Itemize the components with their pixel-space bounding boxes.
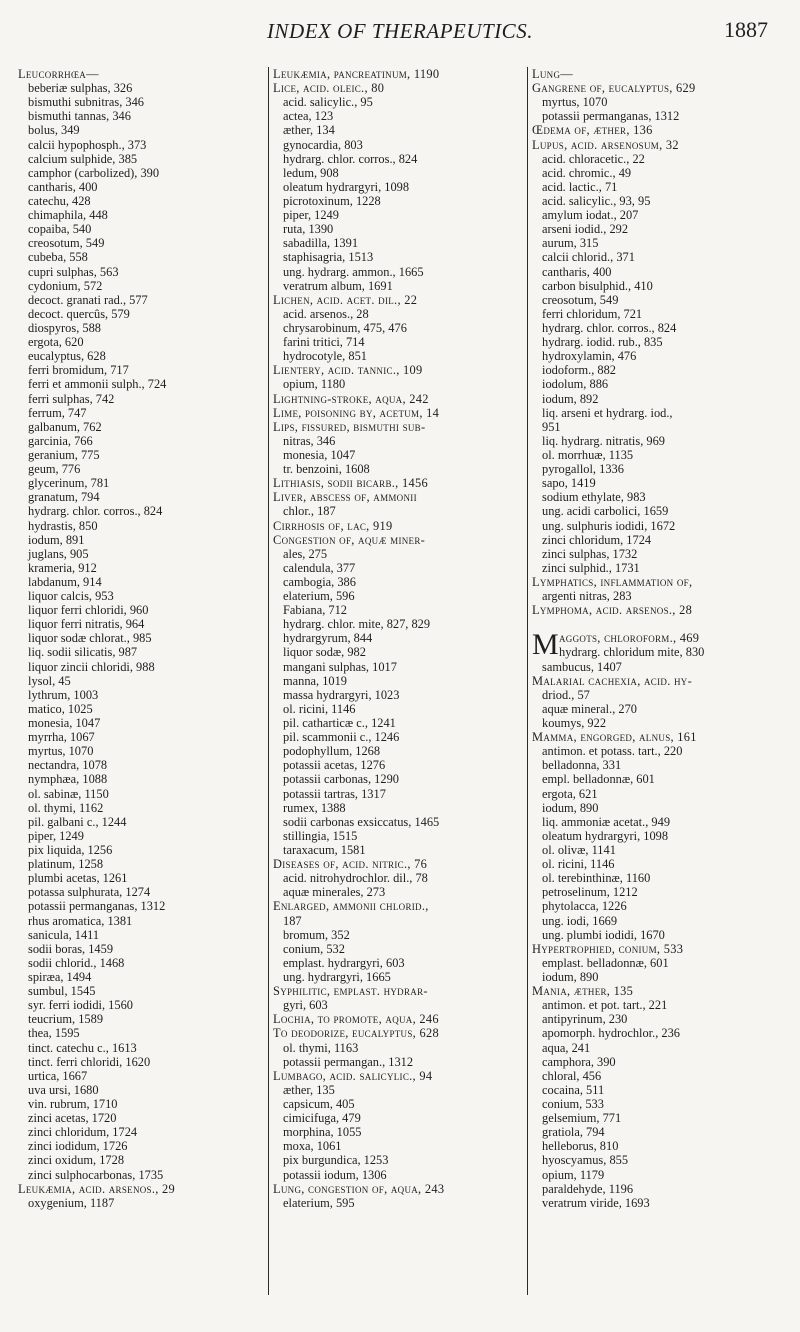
- index-subentry: 187: [283, 913, 302, 928]
- index-subentry: hydrarg. chlor. corros., 824: [28, 504, 163, 519]
- index-subentry: urtica, 1667: [28, 1068, 88, 1083]
- running-title: INDEX OF THERAPEUTICS.: [267, 19, 533, 43]
- index-subentry: ung. acidi carbolici, 1659: [542, 504, 669, 519]
- index-subentry: creosotum, 549: [542, 292, 619, 307]
- index-subentry: myrtus, 1070: [28, 744, 94, 759]
- index-subentry: nectandra, 1078: [28, 758, 108, 773]
- index-subentry: lythrum, 1003: [28, 687, 99, 702]
- index-subentry: cubeba, 558: [28, 250, 88, 265]
- index-subentry: koumys, 922: [542, 716, 607, 731]
- index-subentry: zinci sulphocarbonas, 1735: [28, 1167, 164, 1182]
- index-subentry: matico, 1025: [28, 701, 93, 716]
- index-subentry: paraldehyde, 1196: [542, 1181, 634, 1196]
- index-entry-heading: Leukæmia, pancreatinum, 1190: [273, 67, 440, 81]
- index-subentry: bismuthi tannas, 346: [28, 109, 131, 124]
- index-subentry: nitras, 346: [283, 433, 336, 448]
- index-subentry: glycerinum, 781: [28, 476, 110, 491]
- page-header: [0, 0, 800, 50]
- index-subentry: hydrargyrum, 844: [283, 631, 373, 646]
- index-subentry: juglans, 905: [28, 546, 89, 561]
- index-subentry: Fabiana, 712: [283, 603, 348, 618]
- index-subentry: pil. galbani c., 1244: [28, 814, 127, 829]
- index-subentry: æther, 134: [283, 123, 335, 138]
- index-subentry: pyrogallol, 1336: [542, 462, 624, 477]
- index-subentry: iodum, 890: [542, 970, 599, 984]
- index-subentry: staphisagria, 1513: [283, 250, 374, 265]
- index-subentry: zinci iodidum, 1726: [28, 1139, 128, 1154]
- index-subentry: decoct. granati rad., 577: [28, 292, 148, 307]
- index-subentry: sambucus, 1407: [542, 659, 622, 674]
- spacer: [532, 617, 794, 631]
- index-entry-heading: Lightning-stroke, aqua, 242: [273, 391, 429, 406]
- index-subentry: syr. ferri iodidi, 1560: [28, 998, 133, 1013]
- index-subentry: plumbi acetas, 1261: [28, 871, 128, 886]
- index-subentry: garcinia, 766: [28, 433, 93, 448]
- index-subentry: nymphæa, 1088: [28, 772, 108, 787]
- index-subentry: acid. lactic., 71: [542, 179, 618, 194]
- index-subentry: oleatum hydrargyri, 1098: [542, 828, 669, 843]
- index-entry-text: hydrarg. chloridum mite, 830: [559, 645, 705, 660]
- index-subentry: hyoscyamus, 855: [542, 1153, 629, 1168]
- index-subentry: liq. sodii silicatis, 987: [28, 645, 138, 660]
- index-subentry: potassii acetas, 1276: [283, 758, 386, 773]
- index-subentry: cimicifuga, 479: [283, 1111, 361, 1126]
- index-subentry: æther, 135: [283, 1082, 335, 1097]
- index-subentry: tinct. ferri chloridi, 1620: [28, 1054, 151, 1069]
- index-subentry: carbon bisulphid., 410: [542, 278, 653, 293]
- index-subentry: ergota, 620: [28, 335, 84, 350]
- index-subentry: acid. salicylic., 95: [283, 95, 373, 110]
- index-subentry: catechu, 428: [28, 193, 91, 208]
- index-subentry: bismuthi subnitras, 346: [28, 95, 144, 110]
- index-subentry: decoct. quercûs, 579: [28, 306, 130, 321]
- index-subentry: potassa sulphurata, 1274: [28, 885, 151, 900]
- index-subentry: cantharis, 400: [28, 179, 98, 194]
- index-subentry: [532, 645, 794, 659]
- index-subentry: krameria, 912: [28, 560, 97, 575]
- index-entry-heading: Syphilitic, emplast. hydrar-: [273, 984, 428, 999]
- index-subentry: liq. hydrarg. nitratis, 969: [542, 433, 665, 448]
- index-subentry: potassii permanganas, 1312: [28, 899, 166, 914]
- index-subentry: gynocardia, 803: [283, 137, 363, 152]
- index-subentry: taraxacum, 1581: [283, 843, 366, 858]
- index-subentry: ol. thymi, 1163: [283, 1040, 359, 1055]
- index-subentry: sodii boras, 1459: [28, 941, 114, 956]
- index-entry-heading: Lymphatics, inflammation of,: [532, 574, 693, 589]
- index-subentry: myrtus, 1070: [542, 95, 608, 110]
- index-subentry: amylum iodat., 207: [542, 208, 639, 223]
- index-subentry: pil. scammonii c., 1246: [283, 730, 400, 745]
- index-subentry: belladonna, 331: [542, 758, 622, 773]
- index-subentry: hydrarg. chlor. corros., 824: [542, 320, 677, 335]
- index-subentry: ol. morrhuæ, 1135: [542, 447, 634, 462]
- index-subentry: ales, 275: [283, 546, 328, 561]
- index-entry-heading: Leucorrhœa—: [18, 67, 99, 81]
- index-subentry: liq. arseni et hydrarg. iod.,: [542, 405, 673, 420]
- index-subentry: granatum, 794: [28, 490, 100, 505]
- index-subentry: acid. salicylic., 93, 95: [542, 193, 651, 208]
- index-subentry: hydroxylamin, 476: [542, 349, 637, 364]
- index-subentry: manna, 1019: [283, 673, 348, 688]
- index-subentry: spiræa, 1494: [28, 970, 92, 984]
- index-subentry: labdanum, 914: [28, 574, 102, 589]
- index-subentry: petroselinum, 1212: [542, 885, 638, 900]
- index-subentry: ung. hydrarg. ammon., 1665: [283, 264, 424, 279]
- index-subentry: beberiæ sulphas, 326: [28, 81, 133, 96]
- index-subentry: sanicula, 1411: [28, 927, 100, 942]
- index-entry-heading: Cirrhosis of, lac, 919: [273, 518, 393, 533]
- index-subentry: monesia, 1047: [283, 447, 356, 462]
- index-entry-heading: Mania, æther, 135: [532, 984, 634, 999]
- index-subentry: zinci acetas, 1720: [28, 1111, 117, 1126]
- index-subentry: apomorph. hydrochlor., 236: [542, 1026, 680, 1041]
- index-subentry: hydrocotyle, 851: [283, 349, 367, 364]
- index-subentry: hydrarg. chlor. mite, 827, 829: [283, 617, 431, 632]
- index-subentry: aurum, 315: [542, 236, 599, 251]
- index-subentry: diospyros, 588: [28, 320, 101, 335]
- index-subentry: zinci chloridum, 1724: [542, 532, 652, 547]
- index-subentry: sodii carbonas exsiccatus, 1465: [283, 814, 440, 829]
- index-entry-heading: Lochia, to promote, aqua, 246: [273, 1012, 439, 1027]
- index-subentry: potassii tartras, 1317: [283, 786, 386, 801]
- index-subentry: acid. chloracetic., 22: [542, 151, 645, 166]
- index-entry-heading: Congestion of, aquæ miner-: [273, 532, 426, 547]
- index-subentry: bromum, 352: [283, 927, 350, 942]
- index-subentry: potassii iodum, 1306: [283, 1167, 387, 1182]
- index-entry-heading: Lice, acid. oleic., 80: [273, 81, 385, 96]
- index-subentry: stillingia, 1515: [283, 828, 358, 843]
- index-subentry: piper, 1249: [28, 828, 84, 843]
- index-subentry: potassii permanganas, 1312: [542, 109, 680, 124]
- index-subentry: sapo, 1419: [542, 476, 596, 491]
- index-subentry: iodolum, 886: [542, 377, 609, 392]
- index-subentry: zinci sulphid., 1731: [542, 560, 640, 575]
- drop-cap-letter: M: [532, 628, 559, 662]
- page-number: 1887: [724, 17, 768, 42]
- index-subentry: helleborus, 810: [542, 1139, 619, 1154]
- index-subentry: emplast. hydrargyri, 603: [283, 955, 405, 970]
- index-subentry: opium, 1179: [542, 1167, 605, 1182]
- index-subentry: tr. benzoini, 1608: [283, 462, 370, 477]
- index-subentry: calendula, 377: [283, 560, 356, 575]
- index-subentry: podophyllum, 1268: [283, 744, 381, 759]
- index-subentry: galbanum, 762: [28, 419, 102, 434]
- index-subentry: phytolacca, 1226: [542, 899, 627, 914]
- index-entry-heading: To deodorize, eucalyptus, 628: [273, 1026, 439, 1041]
- index-subentry: ung. hydrargyri, 1665: [283, 970, 391, 984]
- index-subentry: acid. arsenos., 28: [283, 306, 369, 321]
- index-subentry: empl. belladonnæ, 601: [542, 772, 655, 787]
- index-entry-heading: Gangrene of, eucalyptus, 629: [532, 81, 696, 96]
- index-subentry: pil. catharticæ c., 1241: [283, 716, 396, 731]
- index-entry-heading: Lymphoma, acid. arsenos., 28: [532, 603, 693, 618]
- index-subentry: zinci sulphas, 1732: [542, 546, 638, 561]
- index-entry-heading: Lung, congestion of, aqua, 243: [273, 1181, 445, 1196]
- index-entry-text: aggots, chloroform., 469: [559, 631, 700, 646]
- index-subentry: piper, 1249: [283, 208, 339, 223]
- index-subentry: driod., 57: [542, 687, 590, 702]
- index-subentry: elaterium, 595: [283, 1195, 355, 1210]
- index-subentry: camphor (carbolized), 390: [28, 165, 160, 180]
- index-entry-heading: Lientery, acid. tannic., 109: [273, 363, 423, 378]
- index-subentry: ruta, 1390: [283, 222, 334, 237]
- index-subentry: ung. iodi, 1669: [542, 913, 618, 928]
- index-subentry: ferri sulphas, 742: [28, 391, 115, 406]
- index-subentry: mangani sulphas, 1017: [283, 659, 397, 674]
- index-subentry: sabadilla, 1391: [283, 236, 359, 251]
- index-subentry: gyri, 603: [283, 998, 328, 1013]
- index-subentry: conium, 532: [283, 941, 345, 956]
- index-subentry: arseni iodid., 292: [542, 222, 629, 237]
- index-subentry: chloral, 456: [542, 1068, 602, 1083]
- index-subentry: hydrastis, 850: [28, 518, 98, 533]
- index-subentry: iodoform., 882: [542, 363, 616, 378]
- index-subentry: liquor zincii chloridi, 988: [28, 659, 155, 674]
- index-subentry: oxygenium, 1187: [28, 1195, 115, 1210]
- index-subentry: ergota, 621: [542, 786, 598, 801]
- index-subentry: iodum, 890: [542, 800, 599, 815]
- index-subentry: creosotum, 549: [28, 236, 105, 251]
- index-subentry: ung. sulphuris iodidi, 1672: [542, 518, 676, 533]
- index-subentry: aquæ mineral., 270: [542, 701, 637, 716]
- index-subentry: ferrum, 747: [28, 405, 87, 420]
- index-subentry: ferri et ammonii sulph., 724: [28, 377, 167, 392]
- index-subentry: platinum, 1258: [28, 857, 104, 872]
- index-subentry: aqua, 241: [542, 1040, 591, 1055]
- index-subentry: liquor calcis, 953: [28, 589, 114, 604]
- index-entry-heading: Malarial cachexia, acid. hy-: [532, 673, 693, 688]
- index-entry-heading: Lung—: [532, 67, 573, 81]
- index-subentry: capsicum, 405: [283, 1096, 355, 1111]
- index-subentry: bolus, 349: [28, 123, 80, 138]
- index-subentry: picrotoxinum, 1228: [283, 193, 381, 208]
- index-subentry: gratiola, 794: [542, 1125, 605, 1140]
- index-subentry: cydonium, 572: [28, 278, 103, 293]
- index-subentry: rumex, 1388: [283, 800, 346, 815]
- index-subentry: ol. olivæ, 1141: [542, 843, 616, 858]
- index-subentry: hydrarg. chlor. corros., 824: [283, 151, 418, 166]
- index-subentry: vin. rubrum, 1710: [28, 1096, 118, 1111]
- index-subentry: ledum, 908: [283, 165, 339, 180]
- index-entry-heading: Enlarged, ammonii chlorid.,: [273, 899, 429, 914]
- index-column-1: [18, 67, 276, 1210]
- index-subentry: camphora, 390: [542, 1054, 616, 1069]
- index-subentry: argenti nitras, 283: [542, 589, 632, 604]
- index-subentry: cambogia, 386: [283, 574, 356, 589]
- index-subentry: sodium ethylate, 983: [542, 490, 646, 505]
- index-subentry: ferri bromidum, 717: [28, 363, 129, 378]
- index-entry-heading: Œdema of, æther, 136: [532, 123, 653, 138]
- index-subentry: gelsemium, 771: [542, 1111, 622, 1126]
- index-subentry: zinci oxidum, 1728: [28, 1153, 125, 1168]
- index-subentry: liq. ammoniæ acetat., 949: [542, 814, 671, 829]
- index-subentry: cupri sulphas, 563: [28, 264, 119, 279]
- index-entry-heading: Liver, abscess of, ammonii: [273, 490, 417, 505]
- index-subentry: pix burgundica, 1253: [283, 1153, 389, 1168]
- index-subentry: opium, 1180: [283, 377, 346, 392]
- index-subentry: ung. plumbi iodidi, 1670: [542, 927, 665, 942]
- index-subentry: chlor., 187: [283, 504, 336, 519]
- index-subentry: ol. sabinæ, 1150: [28, 786, 109, 801]
- index-subentry: ol. thymi, 1162: [28, 800, 104, 815]
- index-columns: [0, 67, 800, 1322]
- index-subentry: antimon. et potass. tart., 220: [542, 744, 683, 759]
- index-subentry: lysol, 45: [28, 673, 71, 688]
- index-subentry: teucrium, 1589: [28, 1012, 104, 1027]
- index-subentry: chimaphila, 448: [28, 208, 108, 223]
- index-subentry: liquor ferri chloridi, 960: [28, 603, 149, 618]
- index-subentry: pix liquida, 1256: [28, 843, 113, 858]
- index-entry-heading: Lithiasis, sodii bicarb., 1456: [273, 476, 428, 491]
- index-subentry: calcii hypophosph., 373: [28, 137, 147, 152]
- index-subentry: liquor ferri nitratis, 964: [28, 617, 145, 632]
- index-subentry: aquæ minerales, 273: [283, 885, 386, 900]
- index-subentry: sodii chlorid., 1468: [28, 955, 125, 970]
- index-entry-heading: Hypertrophied, conium, 533: [532, 941, 684, 956]
- index-subentry: antipyrinum, 230: [542, 1012, 628, 1027]
- index-subentry: zinci chloridum, 1724: [28, 1125, 138, 1140]
- index-entry-heading: Diseases of, acid. nitric., 76: [273, 857, 428, 872]
- index-subentry: cantharis, 400: [542, 264, 612, 279]
- index-subentry: farini tritici, 714: [283, 335, 365, 350]
- index-subentry: elaterium, 596: [283, 589, 355, 604]
- index-subentry: actea, 123: [283, 109, 334, 124]
- index-subentry: moxa, 1061: [283, 1139, 342, 1154]
- index-entry-heading: Lupus, acid. arsenosum, 32: [532, 137, 679, 152]
- index-subentry: sumbul, 1545: [28, 984, 96, 999]
- index-subentry: uva ursi, 1680: [28, 1082, 99, 1097]
- index-subentry: ol. ricini, 1146: [542, 857, 615, 872]
- index-subentry: copaiba, 540: [28, 222, 92, 237]
- index-subentry: calcii chlorid., 371: [542, 250, 635, 265]
- index-subentry: geranium, 775: [28, 447, 100, 462]
- index-subentry: calcium sulphide, 385: [28, 151, 138, 166]
- index-subentry: acid. chromic., 49: [542, 165, 632, 180]
- index-subentry: rhus aromatica, 1381: [28, 913, 133, 928]
- index-subentry: myrrha, 1067: [28, 730, 95, 745]
- index-subentry: hydrarg. iodid. rub., 835: [542, 335, 663, 350]
- index-subentry: veratrum viride, 1693: [542, 1195, 650, 1210]
- index-subentry: iodum, 891: [28, 532, 85, 547]
- index-subentry: eucalyptus, 628: [28, 349, 106, 364]
- index-subentry: antimon. et pot. tart., 221: [542, 998, 668, 1013]
- index-subentry: cocaina, 511: [542, 1082, 605, 1097]
- index-subentry: iodum, 892: [542, 391, 599, 406]
- index-column-2: [268, 67, 531, 1295]
- index-subentry: thea, 1595: [28, 1026, 80, 1041]
- index-subentry: oleatum hydrargyri, 1098: [283, 179, 410, 194]
- index-subentry: tinct. catechu c., 1613: [28, 1040, 137, 1055]
- index-subentry: massa hydrargyri, 1023: [283, 687, 400, 702]
- index-subentry: liquor sodæ, 982: [283, 645, 366, 660]
- index-entry-heading: Lumbago, acid. salicylic., 94: [273, 1068, 433, 1083]
- index-entry-heading: Lichen, acid. acet. dil., 22: [273, 292, 418, 307]
- index-entry-heading: Mamma, engorged, alnus, 161: [532, 730, 697, 745]
- index-entry-heading: Lips, fissured, bismuthi sub-: [273, 419, 426, 434]
- index-entry-heading: Leukæmia, acid. arsenos., 29: [18, 1181, 176, 1196]
- index-entry-heading: Lime, poisoning by, acetum, 14: [273, 405, 440, 420]
- index-subentry: ol. ricini, 1146: [283, 701, 356, 716]
- index-subentry: chrysarobinum, 475, 476: [283, 320, 407, 335]
- index-subentry: monesia, 1047: [28, 716, 101, 731]
- index-subentry: acid. nitrohydrochlor. dil., 78: [283, 871, 428, 886]
- index-subentry: ferri chloridum, 721: [542, 306, 643, 321]
- index-subentry: veratrum album, 1691: [283, 278, 393, 293]
- index-subentry: emplast. belladonnæ, 601: [542, 955, 669, 970]
- index-column-3: [527, 67, 794, 1295]
- index-subentry: 951: [542, 419, 561, 434]
- index-subentry: morphina, 1055: [283, 1125, 362, 1140]
- index-subentry: potassii permangan., 1312: [283, 1054, 414, 1069]
- index-subentry: potassii carbonas, 1290: [283, 772, 399, 787]
- index-subentry: conium, 533: [542, 1096, 604, 1111]
- index-subentry: geum, 776: [28, 462, 81, 477]
- index-subentry: ol. terebinthinæ, 1160: [542, 871, 651, 886]
- index-subentry: liquor sodæ chlorat., 985: [28, 631, 152, 646]
